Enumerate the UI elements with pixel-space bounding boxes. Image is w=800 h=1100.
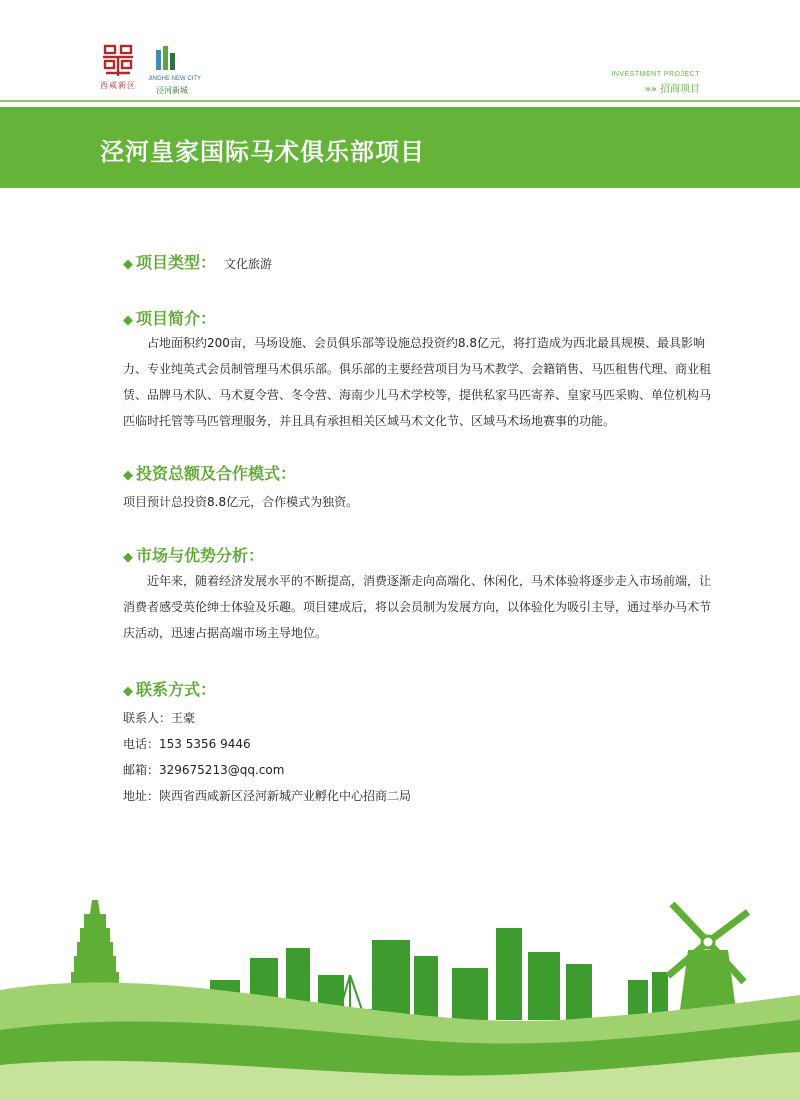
section-intro-text: 占地面积约200亩，马场设施、会员俱乐部等设施总投资约8.8亿元，将打造成为西北最具规模、最具影响力、专业纯英式会员制管理马术俱乐部。俱乐部的主要经营项目为马术教学、会籍销售、马匹租售代理、商业租赁、品牌马术队、马术夏令营、冬令营、海南少儿马术学校等，提供私家马匹寄养、皇家马匹采购、单位机构马匹临时托管等马匹管理服务，并且具有承担相关区域马术文化节、区域马术场地赛事的功能。 — [123, 336, 712, 428]
diamond-bullet-icon: ◆ — [123, 550, 133, 565]
jinghe-building-icon — [154, 44, 178, 72]
section-type-heading: 项目类型： — [136, 253, 217, 272]
header-divider — [0, 100, 800, 102]
section-market-heading: 市场与优势分析： — [136, 546, 265, 565]
jinghe-en-text: JINGHE NEW CITY — [148, 76, 202, 82]
section-intro — [123, 306, 216, 329]
title-banner — [0, 107, 800, 188]
section-investment-text: 项目预计总投资8.8亿元，合作模式为独资。 — [123, 495, 359, 509]
section-contact — [123, 677, 216, 700]
jinghe-logo — [148, 44, 228, 96]
section-investment — [123, 461, 296, 484]
city-skyline-illustration — [0, 880, 800, 1100]
section-investment-heading: 投资总额及合作模式： — [136, 464, 297, 483]
section-type — [123, 250, 272, 273]
investment-project-en: INVESTMENT PROJECT — [611, 71, 700, 78]
investment-project-cn: »» 招商项目 — [644, 84, 700, 95]
section-market-text: 近年来，随着经济发展水平的不断提高，消费逐渐走向高端化、休闲化，马术体验将逐步走入市场前端，让消费者感受英伦绅士体验及乐趣。项目建成后，将以会员制为发展方向，以体验化为吸引主导，通过举办马术节庆活动，迅速占据高端市场主导地位。 — [123, 574, 712, 640]
page-header — [0, 0, 800, 100]
diamond-bullet-icon: ◆ — [123, 468, 133, 483]
contact-email[interactable]: 邮箱：329675213@qq.com — [123, 763, 285, 777]
section-intro-heading: 项目简介： — [136, 309, 217, 328]
contact-address: 地址：陕西省西咸新区泾河新城产业孵化中心招商二局 — [123, 789, 412, 803]
page-title: 泾河皇家国际马术俱乐部项目 — [100, 137, 425, 166]
section-market — [123, 543, 264, 566]
pagoda-icon — [71, 900, 119, 992]
xixian-logo — [96, 44, 140, 96]
section-type-value: 文化旅游 — [224, 257, 273, 271]
diamond-bullet-icon: ◆ — [123, 684, 133, 699]
jinghe-cn-text: 泾河新城 — [156, 86, 188, 95]
diamond-bullet-icon: ◆ — [123, 313, 133, 328]
section-contact-heading: 联系方式： — [136, 680, 217, 699]
xixian-seal-icon — [102, 44, 134, 78]
xixian-caption: 西咸新区 — [100, 81, 136, 90]
contact-person: 联系人：王豪 — [123, 711, 196, 725]
diamond-bullet-icon: ◆ — [123, 257, 133, 272]
contact-phone: 电话：153 5356 9446 — [123, 737, 251, 751]
